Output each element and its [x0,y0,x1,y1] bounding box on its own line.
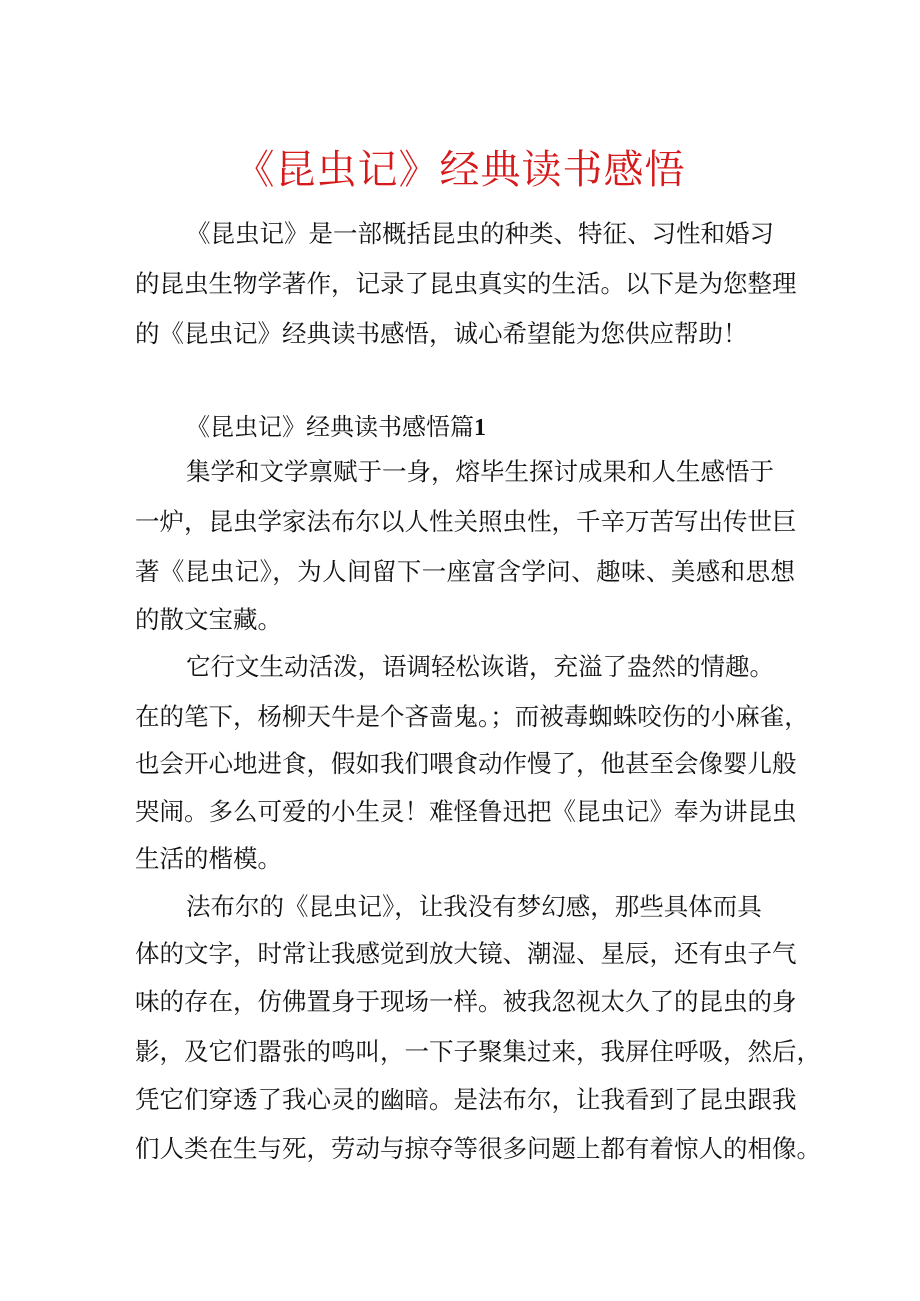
section-heading [186,410,486,445]
paragraph-line: 也会开心地进食，假如我们喂食动作慢了，他甚至会像婴儿般 [135,749,797,778]
intro-line: 《昆虫记》是一部概括昆虫的种类、特征、习性和婚习 [186,219,774,248]
document-title: 《昆虫记》经典读书感悟 [234,147,686,193]
section-heading-text: 《昆虫记》经典读书感悟篇 [186,413,474,441]
paragraph-line: 著《昆虫记》，为人间留下一座富含学问、趣味、美感和思想 [135,557,795,586]
paragraph-line: 体的文字，时常让我感觉到放大镜、潮湿、星辰，还有虫子气 [135,939,797,968]
paragraph-line: 在的笔下，杨柳天牛是个吝啬鬼。；而被毒蜘蛛咬伤的小麻雀， [135,702,809,731]
paragraph-line: 凭它们穿透了我心灵的幽暗。是法布尔，让我看到了昆虫跟我 [135,1085,797,1114]
paragraph-line: 影，及它们嚣张的鸣叫，一下子聚集过来，我屏住呼吸，然后， [135,1037,821,1066]
paragraph-line: 它行文生动活泼，语调轻松诙谐，充溢了盎然的情趣。 [186,652,774,681]
paragraph-line: 一炉，昆虫学家法布尔以人性关照虫性，千辛万苦写出传世巨 [135,507,797,536]
paragraph-line: 法布尔的《昆虫记》，让我没有梦幻感，那些具体而具 [186,892,762,921]
paragraph-line: 生活的楷模。 [135,844,282,873]
section-heading-number: 1 [474,415,486,441]
intro-line: 的《昆虫记》经典读书感悟，诚心希望能为您供应帮助！ [135,319,748,348]
intro-line: 的昆虫生物学著作，记录了昆虫真实的生活。以下是为您整理 [135,269,797,298]
paragraph-line: 的散文宝藏。 [135,605,282,634]
paragraph-line: 哭闹。多么可爱的小生灵！难怪鲁迅把《昆虫记》奉为讲昆虫 [135,797,797,826]
paragraph-line: 味的存在，仿佛置身于现场一样。被我忽视太久了的昆虫的身 [135,987,797,1016]
paragraph-line: 们人类在生与死，劳动与掠夺等很多问题上都有着惊人的相像。 [135,1134,821,1163]
paragraph-line: 集学和文学禀赋于一身，熔毕生探讨成果和人生感悟于 [186,457,774,486]
